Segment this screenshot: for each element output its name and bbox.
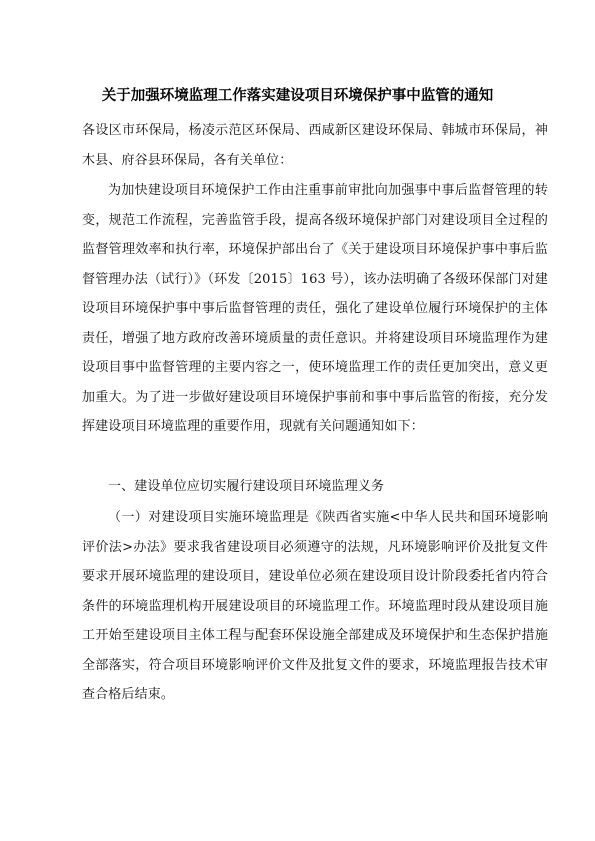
addressee-paragraph: 各设区市环保局，杨凌示范区环保局、西咸新区建设环保局、韩城市环保局，神木县、府谷县环保局，各有关单位： [82,123,548,168]
intro-paragraph: 为加快建设项目环境保护工作由注重事前审批向加强事中事后监督管理的转变，规范工作流程，完善监管手段，提高各级环境保护部门对建设项目全过程的监督管理效率和执行率，环境保护部出台了《关于建设项目环境保护事中事后监督管理办法（试行）》（环发〔2015〕163 号），该办法明确了各级环保部门对建设项目环境保护事中事后监督管理的责任，强化了建设单位履行环境保护的主体责任，增强了地方政府改善环境质量的责任意识。并将建设项目环境监理作为建设项目事中监督管理的主要内容之一，使环境监理工作的责任更加突出，意义更加重大。为了进一步做好建设项目环境保护事前和事中事后监管的衔接，充分发挥建设项目环境监理的重要作用，现就有关问题通知如下： [82,183,548,434]
document-title: 关于加强环境监理工作落实建设项目环境保护事中监管的通知 [101,88,494,104]
section-heading: 一、建设单位应切实履行建设项目环境监理义务 [108,479,385,494]
section-item-1: （一）对建设项目实施环境监理是《陕西省实施<中华人民共和国环境影响评价法>办法》要求我省建设项目必须遵守的法规，凡环境影响评价及批复文件要求开展环境监理的建设项目，建设单位必须在建设项目设计阶段委托省内符合条件的环境监理机构开展建设项目的环境监理工作。环境监理时段从建设项目施工开始至建设项目主体工程与配套环保设施全部建成及环境保护和生态保护措施全部落实，符合项目环境影响评价文件及批复文件的要求，环境监理报告技术审查合格后结束。 [82,510,548,702]
